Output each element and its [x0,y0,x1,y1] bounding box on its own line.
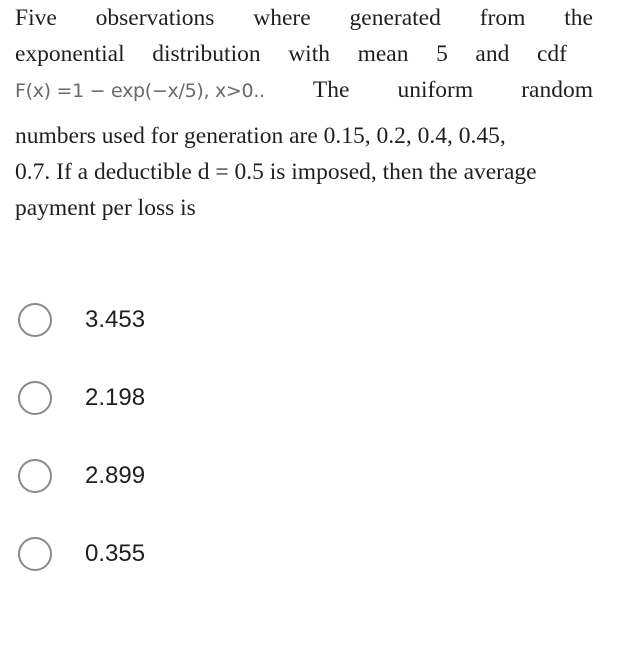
question-word: generated [349,5,441,31]
answer-option-label: 3.453 [85,306,146,333]
answer-option-3[interactable] [18,456,618,496]
question-word: with [288,41,330,67]
question-line-6: payment per loss is [15,195,196,221]
answer-options [18,300,618,612]
answer-option-1[interactable] [18,300,618,340]
answer-option-label: 2.899 [85,462,146,489]
radio-button-icon[interactable] [18,381,52,415]
answer-option-label: 2.198 [85,384,146,411]
question-word: and [475,41,510,67]
question-word: cdf [536,41,567,67]
question-word: Five [15,5,57,31]
question-text [15,0,593,226]
question-word: uniform [397,77,474,103]
question-line-3 [15,72,593,108]
question-word: where [253,5,311,31]
question-word: the [564,5,593,31]
question-word: random [521,77,593,103]
question-word: from [479,5,526,31]
question-line-1 [15,0,593,36]
answer-option-label: 0.355 [85,540,146,567]
question-line-4: numbers used for generation are 0.15, 0.2, 0.4, 0.45, [15,123,506,149]
question-word: 5 [436,41,448,67]
radio-button-icon[interactable] [18,459,52,493]
question-line-2 [15,36,567,72]
question-line-5: 0.7. If a deductible d = 0.5 is imposed, then the average [15,159,537,185]
radio-button-icon[interactable] [18,303,52,337]
question-word: distribution [152,41,261,67]
radio-button-icon[interactable] [18,537,52,571]
question-word: exponential [15,41,125,67]
answer-option-2[interactable] [18,378,618,418]
cdf-formula-image: F(x) =1 − exp(−x/5), x>0.. [15,80,265,102]
question-word: The [312,77,350,103]
question-word: observations [95,5,215,31]
question-word: mean [357,41,409,67]
answer-option-4[interactable] [18,534,618,574]
